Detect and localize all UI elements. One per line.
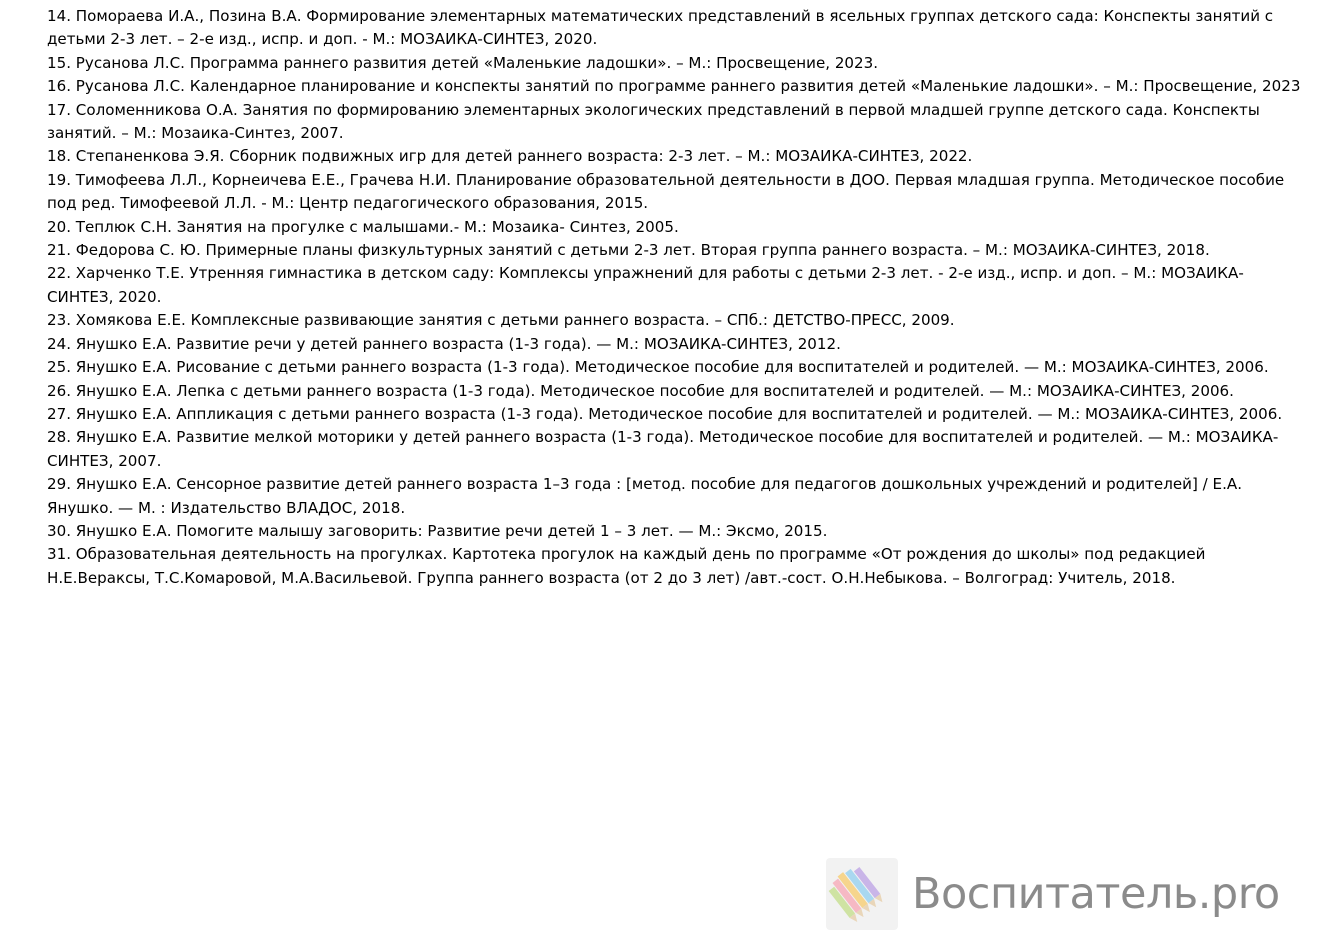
reference-item: 20. Теплюк С.Н. Занятия на прогулке с малышами.- М.: Мозаика- Синтез, 2005. xyxy=(47,217,679,236)
reference-item: 30. Янушко Е.А. Помогите малышу заговорить: Развитие речи детей 1 – 3 лет. — М.: Эксмо, 2015. xyxy=(47,521,828,540)
reference-item: 28. Янушко Е.А. Развитие мелкой моторики у детей раннего возраста (1-3 года). Методическое пособие для воспитателей и родителей. — М.: МОЗАИКА-СИНТЕЗ, 2007. xyxy=(47,428,1279,470)
reference-item: 25. Янушко Е.А. Рисование с детьми раннего возраста (1-3 года). Методическое пособие для воспитателей и родителей. — М.: МОЗАИКА-СИНТЕЗ, 2006. xyxy=(47,358,1269,377)
reference-item: 17. Соломенникова О.А. Занятия по формированию элементарных экологических представлений в первой младшей группе детского сада. Конспекты занятий. – М.: Мозаика-Синтез, 2007. xyxy=(47,100,1260,143)
reference-item: 15. Русанова Л.С. Программа раннего развития детей «Маленькие ладошки». – М.: Просвещение, 2023. xyxy=(47,53,879,72)
reference-item: 26. Янушко Е.А. Лепка с детьми раннего возраста (1-3 года). Методическое пособие для воспитателей и родителей. — М.: МОЗАИКА-СИНТЕЗ, 2006. xyxy=(47,381,1234,400)
reference-item: 14. Помораева И.А., Позина В.А. Формирование элементарных математических представлений в ясельных группах детского сада: Конспекты занятий с детьми 2-3 лет. – 2-е изд., испр. и доп. - М.: МОЗАИКА-СИНТЕЗ, 2020. xyxy=(47,7,1274,49)
pencils-logo-icon xyxy=(826,858,898,930)
reference-item: 21. Федорова С. Ю. Примерные планы физкультурных занятий с детьми 2-3 лет. Вторая группа раннего возраста. – М.: МОЗАИКА-СИНТЕЗ, 2018. xyxy=(47,241,1210,260)
reference-item: 16. Русанова Л.С. Календарное планирование и конспекты занятий по программе раннего развития детей «Маленькие ладошки». – М.: Просвещение, 2023 xyxy=(47,77,1301,96)
reference-item: 22. Харченко Т.Е. Утренняя гимнастика в детском саду: Комплексы упражнений для работы с детьми 2-3 лет. - 2-е изд., испр. и доп. – М.: МОЗАИКА-СИНТЕЗ, 2020. xyxy=(47,264,1244,306)
reference-item: 24. Янушко Е.А. Развитие речи у детей раннего возраста (1-3 года). — М.: МОЗАИКА-СИНТЕЗ, 2012. xyxy=(47,334,841,353)
site-watermark xyxy=(826,858,1280,930)
watermark-text: Воспитатель.pro xyxy=(912,869,1280,919)
reference-item: 27. Янушко Е.А. Аппликация с детьми раннего возраста (1-3 года). Методическое пособие для воспитателей и родителей. — М.: МОЗАИКА-СИНТЕЗ, 2006. xyxy=(47,404,1283,423)
reference-item: 31. Образовательная деятельность на прогулках. Картотека прогулок на каждый день по программе «От рождения до школы» под редакцией Н.Е.Вераксы, Т.С.Комаровой, М.А.Васильевой. Группа раннего возраста (от 2 до 3 лет) /авт.-сост. О.Н.Небыкова. – Волгоград: Учитель, 2018. xyxy=(47,545,1206,587)
reference-list xyxy=(47,5,1309,590)
reference-item: 18. Степаненкова Э.Я. Сборник подвижных игр для детей раннего возраста: 2-3 лет. – М.: МОЗАИКА-СИНТЕЗ, 2022. xyxy=(47,147,973,166)
reference-item: 19. Тимофеева Л.Л., Корнеичева Е.Е., Грачева Н.И. Планирование образовательной деятельности в ДОО. Первая младшая группа. Методическое пособие под ред. Тимофеевой Л.Л. - М.: Центр педагогического образования, 2015. xyxy=(47,170,1285,213)
reference-item: 29. Янушко Е.А. Сенсорное развитие детей раннего возраста 1–3 года : [метод. пособие для педагогов дошкольных учреждений и родителей] / Е.А. Янушко. — М. : Издательство ВЛАДОС, 2018. xyxy=(47,475,1242,517)
reference-item: 23. Хомякова Е.Е. Комплексные развивающие занятия с детьми раннего возраста. – СПб.: ДЕТСТВО-ПРЕСС, 2009. xyxy=(47,311,955,330)
